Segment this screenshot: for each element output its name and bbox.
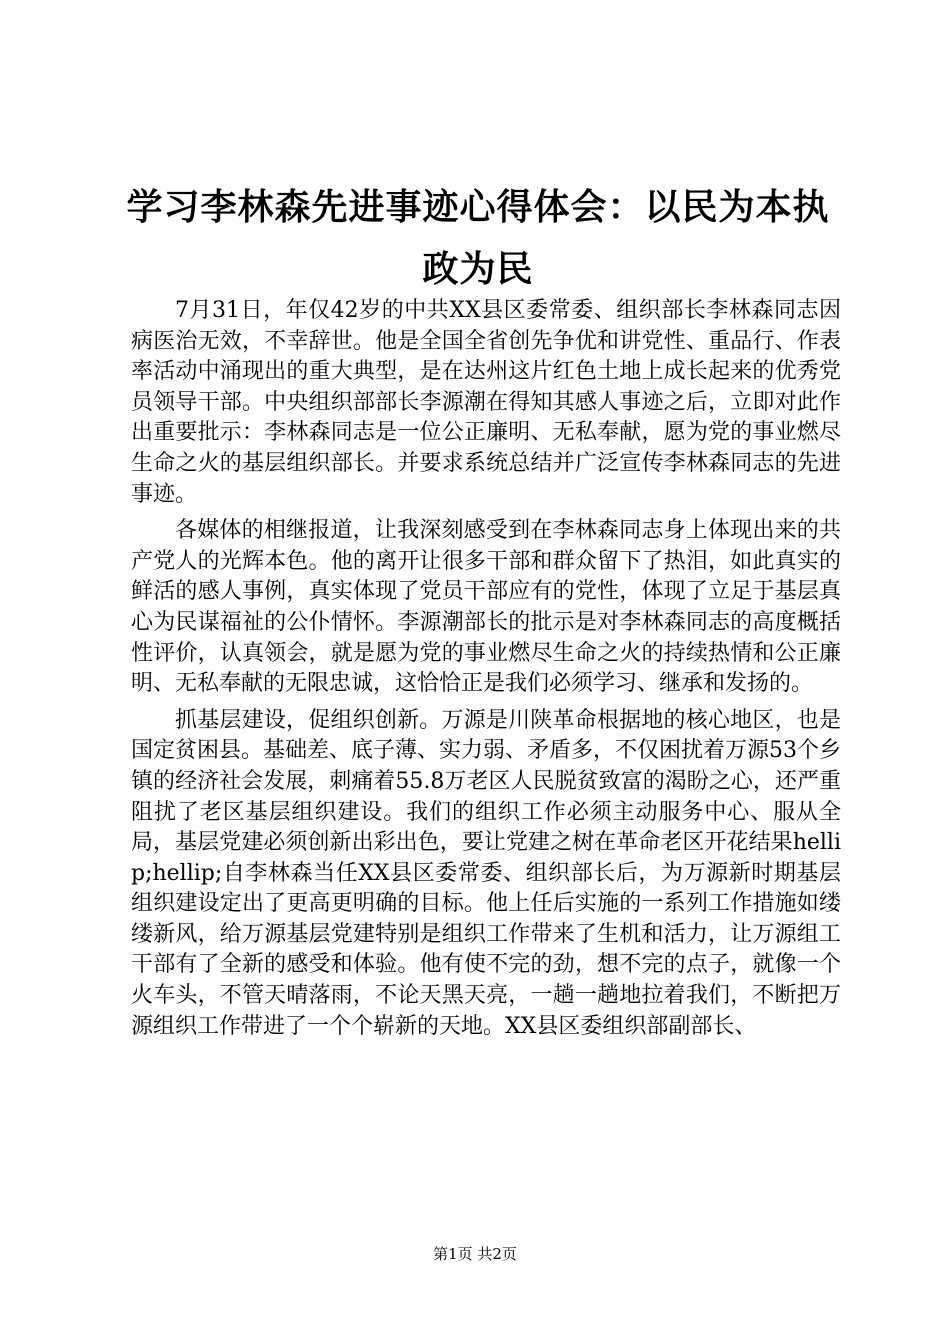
paragraph-1: 7月31日，年仅42岁的中共XX县区委常委、组织部长李林森同志因病医治无效，不幸辞世。他是全国全省创先争优和讲党性、重品行、作表率活动中涌现出的重大典型，是在达州这片红色土地上成长起来的优秀党员领导干部。中央组织部部长李源潮在得知其感人事迹之后，立即对此作出重要批示：李林森同志是一位公正廉明、无私奉献，愿为党的事业燃尽生命之火的基层组织部长。并要求系统总结并广泛宣传李林森同志的先进事迹。 [131, 298, 841, 507]
paragraph-2: 各媒体的相继报道，让我深刻感受到在李林森同志身上体现出来的共产党人的光辉本色。他的离开让很多干部和群众留下了热泪，如此真实的鲜活的感人事例，真实体现了党员干部应有的党性，体现了立足于基层真心为民谋福祉的公仆情怀。李源潮部长的批示是对李林森同志的高度概括性评价，认真领会，就是愿为党的事业燃尽生命之火的持续热情和公正廉明、无私奉献的无限忠诚，这恰恰正是我们必须学习、继承和发扬的。 [131, 518, 841, 697]
document-body [131, 296, 841, 1048]
paragraph-3: 抓基层建设，促组织创新。万源是川陕革命根据地的核心地区，也是国定贫困县。基础差、底子薄、实力弱、矛盾多，不仅困扰着万源53个乡镇的经济社会发展，刺痛着55.8万老区人民脱贫致富的渴盼之心，还严重阻扰了老区基层组织建设。我们的组织工作必须主动服务中心、服从全局，基层党建必须创新出彩出色，要让党建之树在革命老区开花结果hellip;hellip;自李林森当任XX县区委常委、组织部长后，为万源新时期基层组织建设定出了更高更明确的目标。他上任后实施的一系列工作措施如缕缕新风，给万源基层党建特别是组织工作带来了生机和活力，让万源组工干部有了全新的感受和体验。他有使不完的劲，想不完的点子，就像一个火车头，不管天晴落雨，不论天黑天亮，一趟一趟地拉着我们，不断把万源组织工作带进了一个个崭新的天地。XX县区委组织部副部长、 [131, 707, 841, 1039]
page-number-footer: 第1页 共2页 [433, 1245, 517, 1263]
document-title: 学习李林森先进事迹心得体会：以民为本执政为民 [126, 186, 830, 290]
